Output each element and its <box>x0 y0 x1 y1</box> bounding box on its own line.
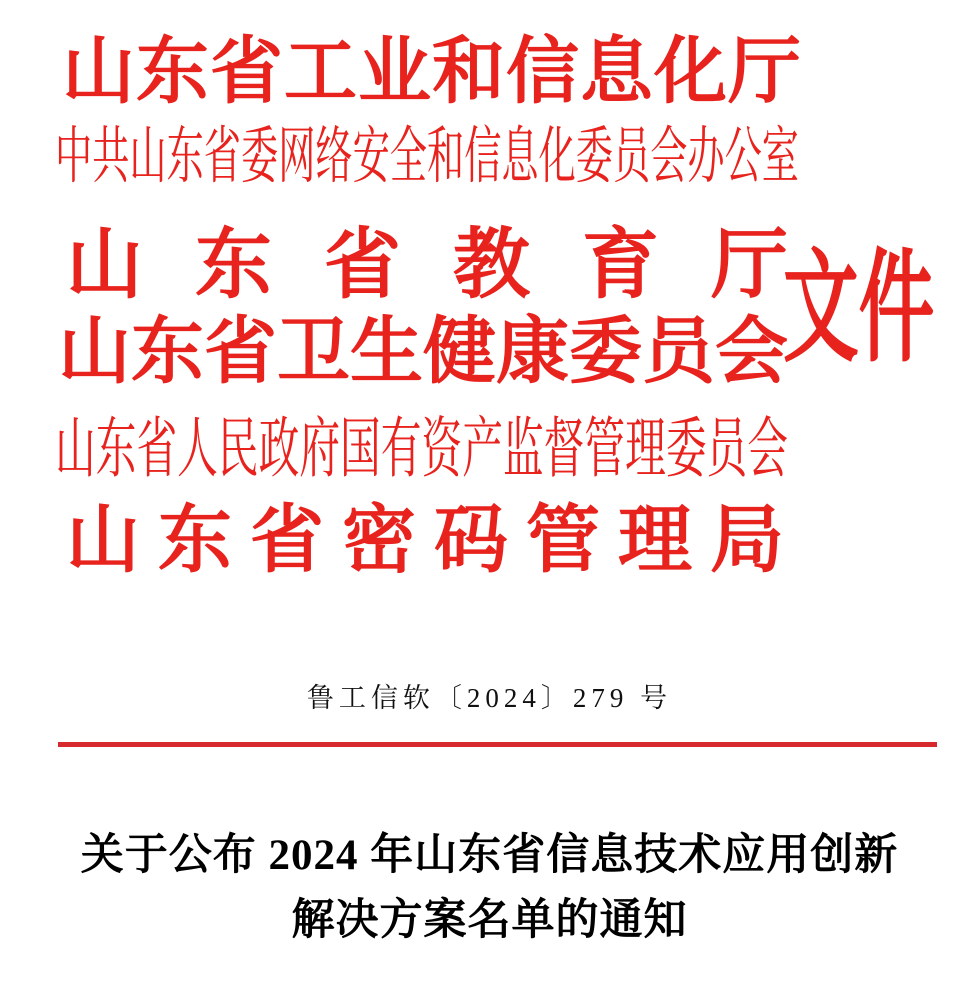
doc-number: 鲁工信软〔2024〕279 号 <box>306 683 673 713</box>
agency-line-cryptography-bureau: 山东省密码管理局 <box>66 500 802 582</box>
notice-title-line-1: 关于公布 2024 年山东省信息技术应用创新 <box>80 832 899 879</box>
agency-line-cyberspace-office: 中共山东省委网络安全和信息化委员会办公室 <box>55 123 800 191</box>
agency-line-health-commission: 山东省卫生健康委员会 <box>58 311 788 392</box>
file-label: 文件 <box>783 242 935 377</box>
agency-line-industry-and-it: 山东省工业和信息化厅 <box>62 31 802 112</box>
red-separator-rule <box>58 742 937 747</box>
agency-line-education: 山东省教育厅 <box>66 222 840 308</box>
agency-line-sasac: 山东省人民政府国有资产监督管理委员会 <box>55 413 788 486</box>
notice-title-line-2: 解决方案名单的通知 <box>291 897 688 944</box>
